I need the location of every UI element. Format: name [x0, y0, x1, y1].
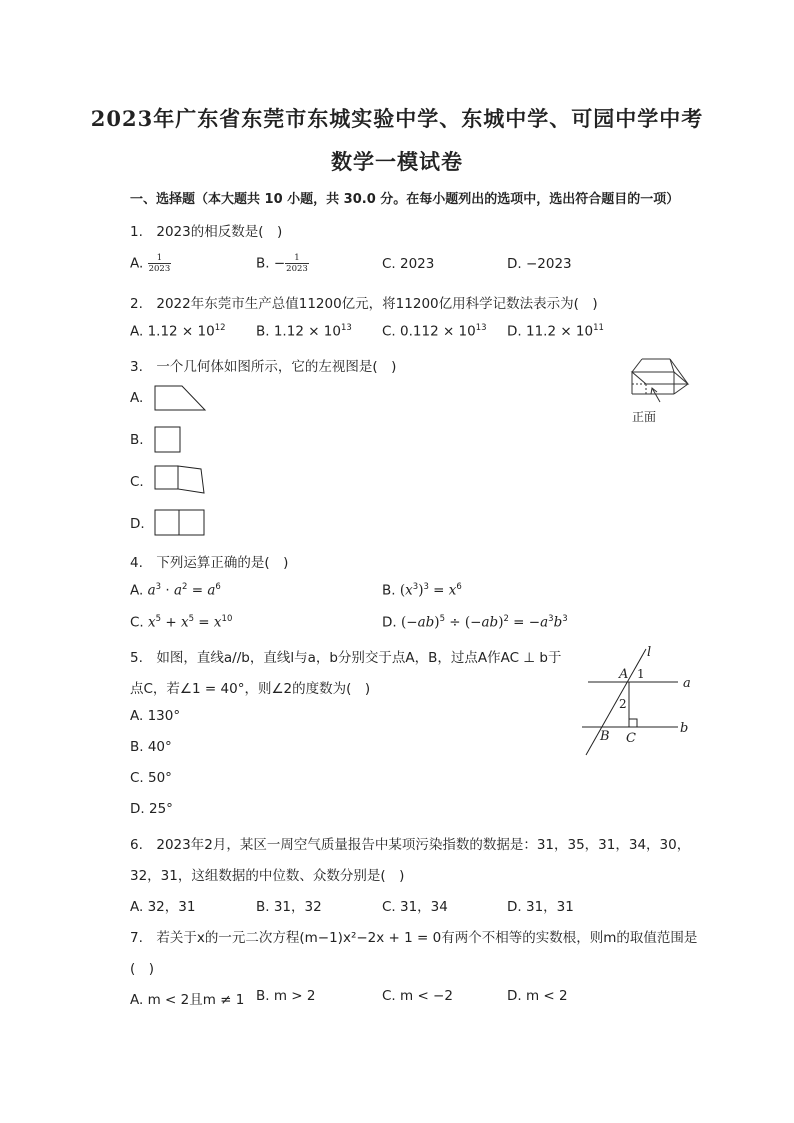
q3-option-b-label: B.	[130, 432, 144, 448]
q6-stem-line2: 32，31，这组数据的中位数、众数分别是( )	[130, 868, 405, 884]
q5-option-c: C. 50°	[130, 770, 172, 786]
q7-stem-line2: ( )	[130, 961, 155, 977]
q6-option-c: C. 31，34	[382, 899, 448, 915]
right-angle-mark	[629, 719, 637, 727]
q1-b-fraction: $\frac{1}{2023}$	[286, 253, 308, 274]
q4-stem: 4. 下列运算正确的是( )	[130, 555, 289, 571]
q7-option-d: D. m < 2	[507, 988, 568, 1004]
q3-option-d-label: D.	[130, 516, 145, 532]
q3-option-a-trapezoid	[154, 385, 209, 413]
q7-option-c: C. m < −2	[382, 988, 453, 1004]
q3-option-a-label: A.	[130, 390, 144, 406]
q5-fig-label-a: a	[683, 676, 691, 691]
q1-option-a: A. $\frac{1}{2023}$	[130, 253, 171, 274]
q4-option-c: C. $x^5 + x^5 = x^{10}$	[130, 614, 233, 631]
q6-stem-line1: 6. 2023年2月，某区一周空气质量报告中某项污染指数的数据是：31，35，31，34，30，	[130, 837, 691, 853]
q5-fig-label-angle-1: 1	[637, 667, 645, 681]
q3-option-c-figure	[154, 463, 206, 495]
q3-figure-label: 正面	[632, 410, 657, 424]
q1-option-b: B. − $\frac{1}{2023}$	[256, 253, 308, 274]
q3-stem: 3. 一个几何体如图所示，它的左视图是( )	[130, 359, 397, 375]
q5-fig-label-b: b	[680, 721, 689, 736]
q5-stem-line2: 点C，若∠1 = 40°，则∠2的度数为( )	[130, 681, 371, 697]
line-l	[586, 649, 646, 755]
q7-option-a: A. m < 2且m ≠ 1	[130, 992, 245, 1008]
exam-title-line1: 2023年广东省东莞市东城实验中学、东城中学、可园中学中考	[90, 106, 704, 131]
q5-fig-label-l: l	[647, 645, 652, 660]
q2-option-a: A. $1.12 \times 10^{12}$	[130, 323, 226, 340]
q2-option-d: D. $11.2 \times 10^{11}$	[507, 323, 604, 340]
q3-option-b-square	[154, 426, 182, 454]
q5-option-b: B. 40°	[130, 739, 172, 755]
q3-option-d-figure	[154, 509, 206, 537]
q6-option-a: A. 32，31	[130, 899, 196, 915]
q2-stem: 2. 2022年东莞市生产总值11200亿元，将11200亿用科学记数法表示为( )	[130, 296, 598, 312]
exam-title-line2: 数学一模试卷	[331, 149, 463, 174]
q1-option-d: D. −2023	[507, 256, 572, 272]
section-header: 一、选择题（本大题共 10 小题，共 30.0 分。在每小题列出的选项中，选出符合题目的一项）	[130, 192, 680, 207]
q4-option-d: D. $(-ab)^5 \div (-ab)^2 = -a^3b^3$	[382, 614, 568, 631]
q1-a-fraction: $\frac{1}{2023}$	[148, 253, 171, 274]
q5-option-a: A. 130°	[130, 708, 181, 724]
q6-option-d: D. 31，31	[507, 899, 574, 915]
q5-fig-label-point-b: B	[600, 729, 610, 744]
q5-option-d: D. 25°	[130, 801, 173, 817]
q5-stem-line1: 5. 如图，直线a//b，直线l与a，b分别交于点A，B，过点A作AC ⊥ b于	[130, 650, 562, 666]
q1-option-c: C. 2023	[382, 256, 435, 272]
q2-option-c: C. $0.112 \times 10^{13}$	[382, 323, 487, 340]
q5-fig-label-point-a: A	[619, 667, 629, 682]
q6-option-b: B. 31，32	[256, 899, 322, 915]
q4-option-b: B. $(x^3)^3 = x^6$	[382, 582, 462, 599]
q1-stem: 1. 2023的相反数是( )	[130, 224, 283, 240]
q4-option-a: A. $a^3 \cdot a^2 = a^6$	[130, 582, 221, 599]
q2-option-b: B. $1.12 \times 10^{13}$	[256, 323, 352, 340]
q7-stem-line1: 7. 若关于x的一元二次方程(m−1)x²−2x + 1 = 0有两个不相等的实数根，则m的取值范围是	[130, 930, 698, 946]
q5-fig-label-angle-2: 2	[619, 697, 627, 711]
q3-option-c-label: C.	[130, 474, 144, 490]
q5-parallel-lines-figure	[580, 645, 700, 760]
q7-option-b: B. m > 2	[256, 988, 316, 1004]
q5-fig-label-point-c: C	[626, 731, 636, 746]
